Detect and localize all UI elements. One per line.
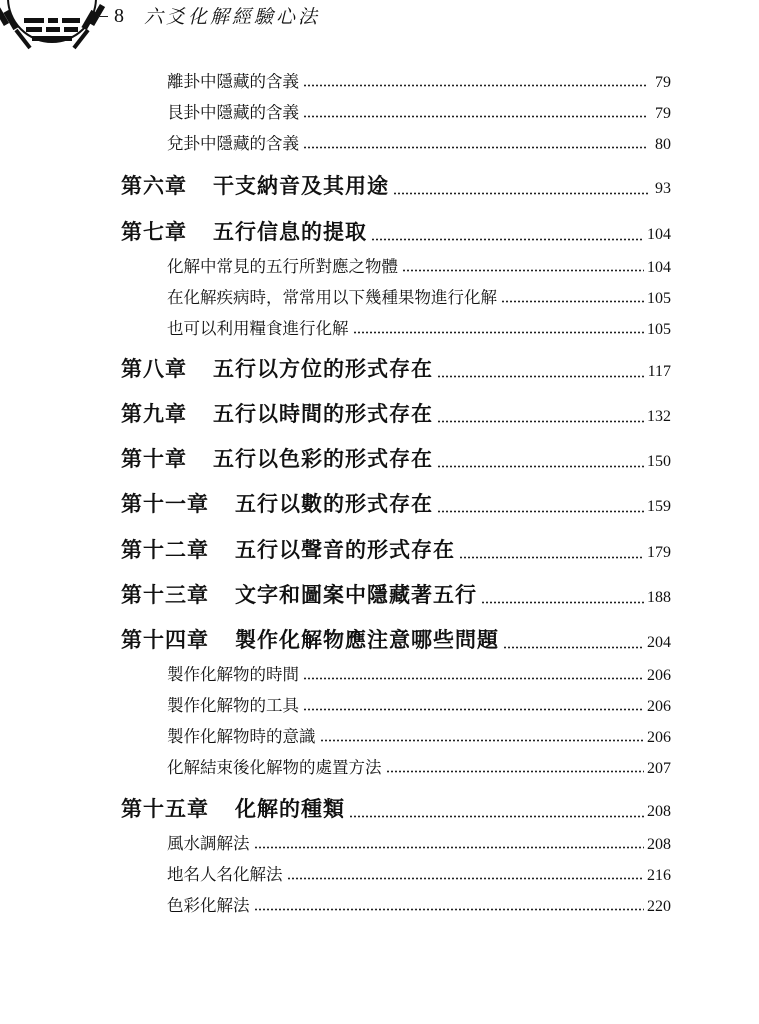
toc-chapter-6[interactable]	[121, 170, 671, 200]
toc-section-7-3[interactable]	[167, 315, 671, 339]
running-title: 六爻化解經驗心法	[144, 6, 321, 28]
toc-chapter-9[interactable]	[121, 398, 671, 428]
toc-chapter-number: 第七章	[121, 219, 187, 244]
dot-leader	[481, 601, 644, 604]
toc-section-title: 也可以利用糧食進行化解	[167, 319, 349, 338]
dot-leader	[371, 238, 644, 241]
toc-chapter-number: 第十一章	[121, 491, 209, 516]
toc-page-number: 206	[647, 698, 671, 715]
toc-section-title: 兌卦中隱藏的含義	[167, 134, 299, 153]
toc-page-number: 80	[655, 136, 671, 153]
toc-chapter-title: 製作化解物應注意哪些問題	[235, 627, 499, 652]
toc-page-number: 188	[647, 589, 671, 606]
toc-section-title: 化解中常見的五行所對應之物體	[167, 257, 398, 276]
dot-leader	[303, 677, 644, 680]
toc-page-number: 208	[647, 803, 671, 820]
toc-chapter-title: 五行以聲音的形式存在	[235, 537, 455, 562]
toc-page-number: 206	[647, 729, 671, 746]
toc-chapter-number: 第八章	[121, 356, 187, 381]
toc-section-title: 地名人名化解法	[167, 865, 283, 884]
toc-chapter-title: 五行以時間的形式存在	[213, 401, 433, 426]
toc-chapter-number: 第十五章	[121, 796, 209, 821]
toc-chapter-11[interactable]	[121, 488, 671, 518]
toc-section-dui-gua[interactable]	[167, 130, 671, 154]
toc-page-number: 216	[647, 867, 671, 884]
dot-leader	[437, 465, 644, 468]
toc-chapter-8[interactable]	[121, 353, 671, 383]
toc-section-gen-gua[interactable]	[167, 99, 671, 123]
page-number: 8	[114, 5, 124, 27]
toc-chapter-number: 第十三章	[121, 582, 209, 607]
toc-section-14-3[interactable]	[167, 723, 671, 747]
toc-page-number: 207	[647, 760, 671, 777]
toc-section-title: 製作化解物時的意識	[167, 727, 316, 746]
dot-leader	[437, 510, 644, 513]
toc-chapter-14[interactable]	[121, 624, 671, 654]
dot-leader	[437, 420, 644, 423]
toc-section-7-2[interactable]	[167, 284, 671, 308]
toc-section-14-1[interactable]	[167, 661, 671, 685]
toc-section-title: 風水調解法	[167, 834, 250, 853]
toc-page-number: 150	[647, 453, 671, 470]
toc-chapter-number: 第十二章	[121, 537, 209, 562]
toc-chapter-title: 五行以方位的形式存在	[213, 356, 433, 381]
toc-section-title: 製作化解物的時間	[167, 665, 299, 684]
dot-leader	[303, 84, 648, 87]
toc-chapter-12[interactable]	[121, 534, 671, 564]
toc-section-7-1[interactable]	[167, 253, 671, 277]
toc-page-number: 220	[647, 898, 671, 915]
toc-chapter-7[interactable]	[121, 216, 671, 246]
toc-chapter-title: 五行以數的形式存在	[235, 491, 433, 516]
toc-chapter-title: 五行信息的提取	[213, 219, 367, 244]
toc-chapter-number: 第十章	[121, 446, 187, 471]
toc-page-number: 104	[647, 226, 671, 243]
toc-section-15-3[interactable]	[167, 892, 671, 916]
toc-chapter-number: 第九章	[121, 401, 187, 426]
toc-page-number: 117	[647, 363, 671, 380]
toc-section-title: 色彩化解法	[167, 896, 250, 915]
toc-page-number: 132	[647, 408, 671, 425]
dot-leader	[287, 877, 645, 880]
dot-leader	[437, 375, 645, 378]
toc-chapter-title: 五行以色彩的形式存在	[213, 446, 433, 471]
toc-chapter-title: 文字和圖案中隱藏著五行	[235, 582, 477, 607]
toc-section-title: 離卦中隱藏的含義	[167, 72, 299, 91]
toc-page-number: 79	[655, 105, 671, 122]
dot-leader	[393, 192, 648, 195]
toc-page-number: 104	[647, 259, 671, 276]
toc-section-14-2[interactable]	[167, 692, 671, 716]
toc-chapter-number: 第六章	[121, 173, 187, 198]
toc-section-title: 化解結束後化解物的處置方法	[167, 758, 382, 777]
toc-page-number: 204	[647, 634, 671, 651]
toc-chapter-13[interactable]	[121, 579, 671, 609]
toc-chapter-title: 干支納音及其用途	[213, 173, 389, 198]
toc-chapter-10[interactable]	[121, 443, 671, 473]
toc-page-number: 179	[647, 544, 671, 561]
toc-section-15-1[interactable]	[167, 830, 671, 854]
toc-page-number: 159	[647, 498, 671, 515]
toc-section-14-4[interactable]	[167, 754, 671, 778]
toc-page-number: 79	[655, 74, 671, 91]
dot-leader	[303, 115, 648, 118]
toc-section-title: 艮卦中隱藏的含義	[167, 103, 299, 122]
toc-page-number: 105	[647, 321, 671, 338]
toc-page-number: 93	[655, 180, 671, 197]
toc-page-number: 206	[647, 667, 671, 684]
dot-leader	[402, 269, 644, 272]
dot-leader	[386, 770, 645, 773]
dot-leader	[353, 331, 645, 334]
toc-page-number: 208	[647, 836, 671, 853]
dot-leader	[303, 146, 648, 149]
dot-leader	[254, 846, 645, 849]
dot-leader	[503, 646, 644, 649]
toc-section-title: 在化解疾病時，常常用以下幾種果物進行化解	[167, 288, 497, 307]
dot-leader	[349, 815, 644, 818]
toc-chapter-number: 第十四章	[121, 627, 209, 652]
dot-leader	[303, 708, 644, 711]
dot-leader	[254, 908, 645, 911]
dot-leader	[501, 300, 644, 303]
toc-page-number: 105	[647, 290, 671, 307]
dot-leader	[320, 739, 645, 742]
toc-chapter-title: 化解的種類	[235, 796, 345, 821]
dot-leader	[459, 556, 644, 559]
toc-chapter-15[interactable]	[121, 793, 671, 823]
toc-section-15-2[interactable]	[167, 861, 671, 885]
toc-section-li-gua[interactable]	[167, 68, 671, 92]
toc-section-title: 製作化解物的工具	[167, 696, 299, 715]
